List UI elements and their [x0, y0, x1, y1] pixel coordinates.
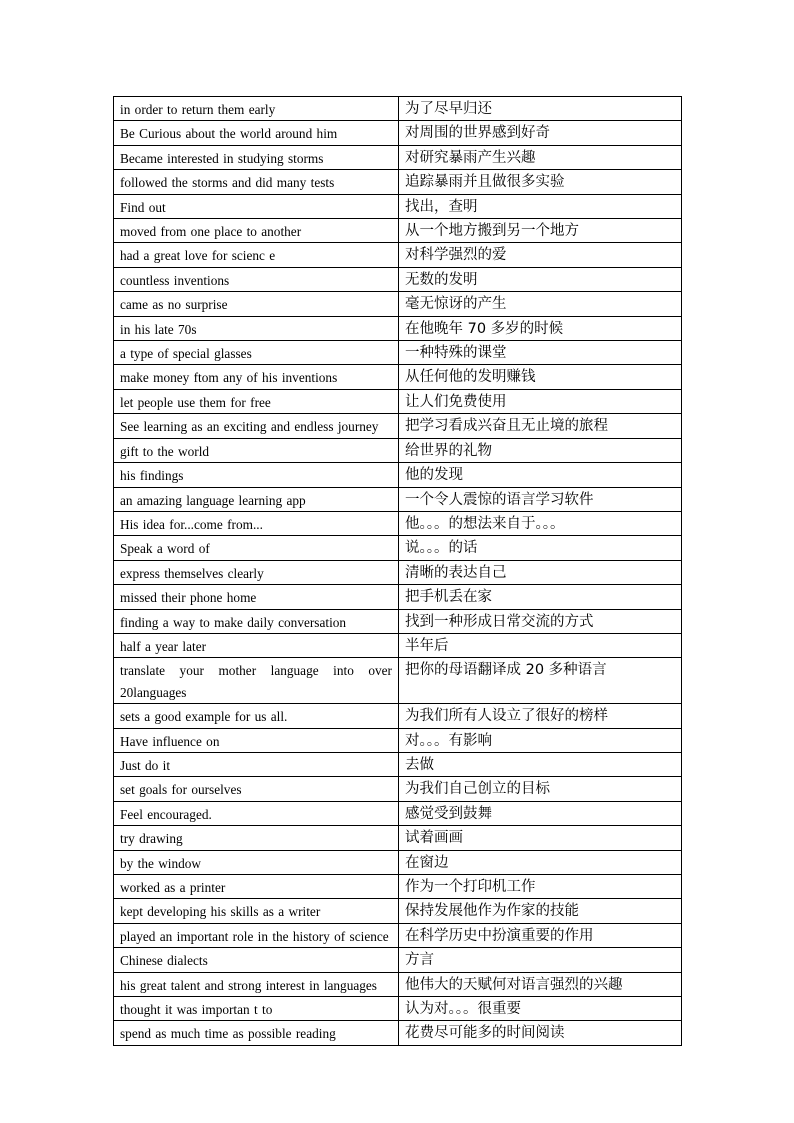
table-row	[114, 463, 682, 487]
vocabulary-table-body	[114, 97, 682, 1046]
english-phrase-cell: an amazing language learning app	[114, 487, 399, 511]
table-row	[114, 728, 682, 752]
english-phrase-cell: finding a way to make daily conversation	[114, 609, 399, 633]
table-row	[114, 850, 682, 874]
english-phrase-cell: followed the storms and did many tests	[114, 170, 399, 194]
table-row	[114, 438, 682, 462]
chinese-translation-cell: 给世界的礼物	[399, 438, 682, 462]
english-phrase-cell: half a year later	[114, 633, 399, 657]
chinese-translation-cell: 为了尽早归还	[399, 97, 682, 121]
chinese-translation-cell: 找出，查明	[399, 194, 682, 218]
english-phrase-cell: moved from one place to another	[114, 219, 399, 243]
chinese-translation-cell: 把手机丢在家	[399, 585, 682, 609]
chinese-translation-cell: 无数的发明	[399, 267, 682, 291]
chinese-translation-cell: 感觉受到鼓舞	[399, 801, 682, 825]
table-row	[114, 658, 682, 704]
english-phrase-cell: had a great love for scienc e	[114, 243, 399, 267]
chinese-translation-cell: 清晰的表达自己	[399, 560, 682, 584]
chinese-translation-cell: 从任何他的发明赚钱	[399, 365, 682, 389]
chinese-translation-cell: 他伟大的天赋何对语言强烈的兴趣	[399, 972, 682, 996]
table-row	[114, 536, 682, 560]
table-row	[114, 292, 682, 316]
chinese-translation-cell: 他的发现	[399, 463, 682, 487]
english-phrase-cell: try drawing	[114, 826, 399, 850]
chinese-translation-cell: 作为一个打印机工作	[399, 875, 682, 899]
english-phrase-cell: countless inventions	[114, 267, 399, 291]
chinese-translation-cell: 半年后	[399, 633, 682, 657]
chinese-translation-cell: 保持发展他作为作家的技能	[399, 899, 682, 923]
table-row	[114, 341, 682, 365]
english-phrase-cell: Find out	[114, 194, 399, 218]
english-phrase-cell: Feel encouraged.	[114, 801, 399, 825]
table-row	[114, 267, 682, 291]
chinese-translation-cell: 从一个地方搬到另一个地方	[399, 219, 682, 243]
chinese-translation-cell: 对周围的世界感到好奇	[399, 121, 682, 145]
chinese-translation-cell: 在窗边	[399, 850, 682, 874]
table-row	[114, 704, 682, 728]
table-row	[114, 511, 682, 535]
english-phrase-cell: gift to the world	[114, 438, 399, 462]
table-row	[114, 801, 682, 825]
chinese-translation-cell: 对科学强烈的爱	[399, 243, 682, 267]
table-row	[114, 585, 682, 609]
english-phrase-cell: in his late 70s	[114, 316, 399, 340]
chinese-translation-cell: 认为对。。。很重要	[399, 997, 682, 1021]
chinese-translation-cell: 毫无惊讶的产生	[399, 292, 682, 316]
chinese-translation-cell: 去做	[399, 752, 682, 776]
chinese-translation-cell: 方言	[399, 948, 682, 972]
chinese-translation-cell: 试着画画	[399, 826, 682, 850]
english-phrase-cell: See learning as an exciting and endless journey	[114, 414, 399, 438]
english-phrase-cell: Be Curious about the world around him	[114, 121, 399, 145]
english-phrase-cell: make money ftom any of his inventions	[114, 365, 399, 389]
chinese-translation-cell: 花费尽可能多的时间阅读	[399, 1021, 682, 1045]
chinese-translation-cell: 追踪暴雨并且做很多实验	[399, 170, 682, 194]
table-row	[114, 414, 682, 438]
english-phrase-cell: His idea for...come from...	[114, 511, 399, 535]
english-phrase-cell: worked as a printer	[114, 875, 399, 899]
english-phrase-cell: Just do it	[114, 752, 399, 776]
table-row	[114, 752, 682, 776]
chinese-translation-cell: 一个令人震惊的语言学习软件	[399, 487, 682, 511]
english-phrase-cell: missed their phone home	[114, 585, 399, 609]
english-phrase-cell: a type of special glasses	[114, 341, 399, 365]
chinese-translation-cell: 把学习看成兴奋且无止境的旅程	[399, 414, 682, 438]
table-row	[114, 145, 682, 169]
english-phrase-cell: express themselves clearly	[114, 560, 399, 584]
chinese-translation-cell: 为我们自己创立的目标	[399, 777, 682, 801]
english-phrase-cell: let people use them for free	[114, 389, 399, 413]
table-row	[114, 1021, 682, 1045]
chinese-translation-cell: 一种特殊的课堂	[399, 341, 682, 365]
english-phrase-cell: kept developing his skills as a writer	[114, 899, 399, 923]
table-row	[114, 609, 682, 633]
chinese-translation-cell: 找到一种形成日常交流的方式	[399, 609, 682, 633]
chinese-translation-cell: 对。。。有影响	[399, 728, 682, 752]
chinese-translation-cell: 把你的母语翻译成 20 多种语言	[399, 658, 682, 704]
english-phrase-cell: translate your mother language into over 20languages	[114, 658, 399, 704]
table-row	[114, 875, 682, 899]
table-row	[114, 316, 682, 340]
english-phrase-cell: his findings	[114, 463, 399, 487]
english-phrase-cell: Chinese dialects	[114, 948, 399, 972]
table-row	[114, 487, 682, 511]
english-phrase-cell: thought it was importan t to	[114, 997, 399, 1021]
english-phrase-cell: in order to return them early	[114, 97, 399, 121]
english-phrase-cell: Became interested in studying storms	[114, 145, 399, 169]
table-row	[114, 389, 682, 413]
table-row	[114, 997, 682, 1021]
english-phrase-cell: Have influence on	[114, 728, 399, 752]
table-row	[114, 170, 682, 194]
english-phrase-cell: sets a good example for us all.	[114, 704, 399, 728]
table-row	[114, 948, 682, 972]
chinese-translation-cell: 对研究暴雨产生兴趣	[399, 145, 682, 169]
table-row	[114, 826, 682, 850]
chinese-translation-cell: 为我们所有人设立了很好的榜样	[399, 704, 682, 728]
table-row	[114, 365, 682, 389]
table-row	[114, 777, 682, 801]
chinese-translation-cell: 让人们免费使用	[399, 389, 682, 413]
table-row	[114, 923, 682, 947]
chinese-translation-cell: 在他晚年 70 多岁的时候	[399, 316, 682, 340]
english-phrase-cell: his great talent and strong interest in languages	[114, 972, 399, 996]
chinese-translation-cell: 说。。。的话	[399, 536, 682, 560]
english-phrase-cell: played an important role in the history of science	[114, 923, 399, 947]
chinese-translation-cell: 他。。。的想法来自于。。。	[399, 511, 682, 535]
table-row	[114, 243, 682, 267]
english-phrase-cell: Speak a word of	[114, 536, 399, 560]
chinese-translation-cell: 在科学历史中扮演重要的作用	[399, 923, 682, 947]
table-row	[114, 633, 682, 657]
table-row	[114, 194, 682, 218]
vocabulary-table	[113, 96, 682, 1046]
english-phrase-cell: spend as much time as possible reading	[114, 1021, 399, 1045]
english-phrase-cell: set goals for ourselves	[114, 777, 399, 801]
table-row	[114, 899, 682, 923]
table-row	[114, 972, 682, 996]
table-row	[114, 121, 682, 145]
english-phrase-cell: by the window	[114, 850, 399, 874]
table-row	[114, 219, 682, 243]
table-row	[114, 560, 682, 584]
english-phrase-cell: came as no surprise	[114, 292, 399, 316]
table-row	[114, 97, 682, 121]
